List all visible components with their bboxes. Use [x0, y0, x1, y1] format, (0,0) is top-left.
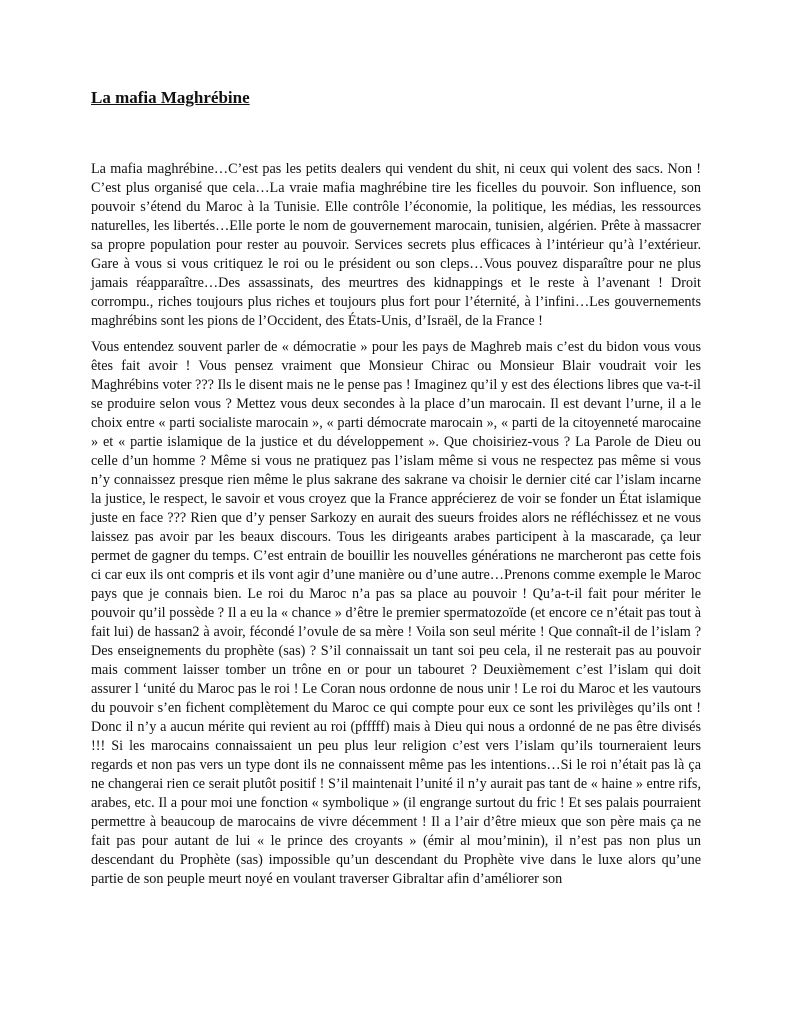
document-body: [91, 160, 701, 896]
document-title: La mafia Maghrébine: [91, 88, 250, 107]
paragraph-1: La mafia maghrébine…C’est pas les petits dealers qui vendent du shit, ni ceux qui volent des sacs. Non ! C’est plus organisé que cela…La vraie mafia maghrébine tire les ficelles du pouvoir. Son influence, son pouvoir s’étend du Maroc à la Tunisie. Elle contrôle l’économie, la politique, les médias, les ressources naturelles, les libertés…Elle porte le nom de gouvernement marocain, tunisien, algérien. Prête à massacrer sa propre population pour rester au pouvoir. Services secrets plus efficaces à l’intérieur qu’à l’extérieur. Gare à vous si vous critiquez le roi ou le président ou son cleps…Vous pouvez disparaître pour ne plus jamais réapparaître…Des assassinats, des meurtres des kidnappings et le reste à l’avenant ! Droit corrompu., riches toujours plus riches et toujours plus fort pour l’éternité, à l’infini…Les gouvernements maghrébins sont les pions de l’Occident, des États-Unis, d’Israël, de la France !: [91, 161, 701, 329]
paragraph-2: Vous entendez souvent parler de « démocratie » pour les pays de Maghreb mais c’est du bidon vous vous êtes fait avoir ! Vous pensez vraiment que Monsieur Chirac ou Monsieur Blair voudrait voir les Maghrébins voter ??? Ils le disent mais ne le pense pas ! Imaginez qu’il y est des élections libres que va-t-il se produire selon vous ? Mettez vous deux secondes à la place d’un marocain. Il est devant l’urne, il a le choix entre « parti socialiste marocain », « parti démocrate marocain », « parti de la citoyenneté marocaine » et « partie islamique de la justice et du développement ». Que choisiriez-vous ? La Parole de Dieu ou celle d’un homme ? Même si vous ne pratiquez pas l’islam même si vous ne respectez pas même si vous n’y connaissez presque rien même le plus sakrane des sakrane va choisir le dernier cité car l’islam incarne la justice, le respect, le savoir et vous croyez que la France apprécierez de voir se fonder un État islamique juste en face ??? Rien que d’y penser Sarkozy en aurait des sueurs froides alors ne réfléchissez et ne vous laissez pas avoir par les beaux discours. Tous les dirigeants arabes participent à la mascarade, ça leur permet de gagner du temps. C’est entrain de bouillir les nouvelles générations ne marcheront pas cette fois ci car eux ils ont compris et ils vont agir d’une manière ou d’une autre…Prenons comme exemple le Maroc pays que je connais bien. Le roi du Maroc n’a pas sa place au pouvoir ! Qu’a-t-il fait pour mériter le pouvoir qu’il possède ? Il a eu la « chance » d’être le premier spermatozoïde (et encore ce n’était pas tout à fait lui) de hassan2 à avoir, fécondé l’ovule de sa mère ! Voila son seul mérite ! Que connaît-il de l’islam ? Des enseignements du prophète (sas) ? S’il connaissait un tant soi peu cela, il ne resterait pas au pouvoir mais comment laisser tomber un trône en or pour un tabouret ? Deuxièmement c’est l’islam qui doit assurer l ‘unité du Maroc pas le roi ! Le Coran nous ordonne de nous unir ! Le roi du Maroc et les vautours du pouvoir s’en fichent complètement du Maroc ce qui compte pour eux ce sont les privilèges qu’ils ont ! Donc il n’y a aucun mérite qui revient au roi (pfffff) mais à Dieu qui nous a ordonné de ne pas être divisés !!! Si les marocains connaissaient un peu plus leur religion c’est vers l’islam qu’ils tourneraient leurs regards et non pas vers un type dont ils ne connaissent même pas les intentions…Si le roi n’était pas là ça ne changerai rien ce serait plutôt positif ! S’il maintenait l’unité il n’y aurait pas tant de « haine » entre rifs, arabes, etc. Il a pour moi une fonction « symbolique » (il engrange surtout du fric ! Et ses palais pourraient permettre à beaucoup de marocains de vivre décemment ! Il a l’air d’être mieux que son père mais ça ne fait pas pour autant de lui « le prince des croyants » (émir al mou’minin), il n’est pas non plus un descendant du Prophète (sas) impossible qu’un descendant du Prophète vive dans le luxe alors qu’une partie de son peuple meurt noyé en voulant traverser Gibraltar afin d’améliorer son: [91, 339, 701, 887]
